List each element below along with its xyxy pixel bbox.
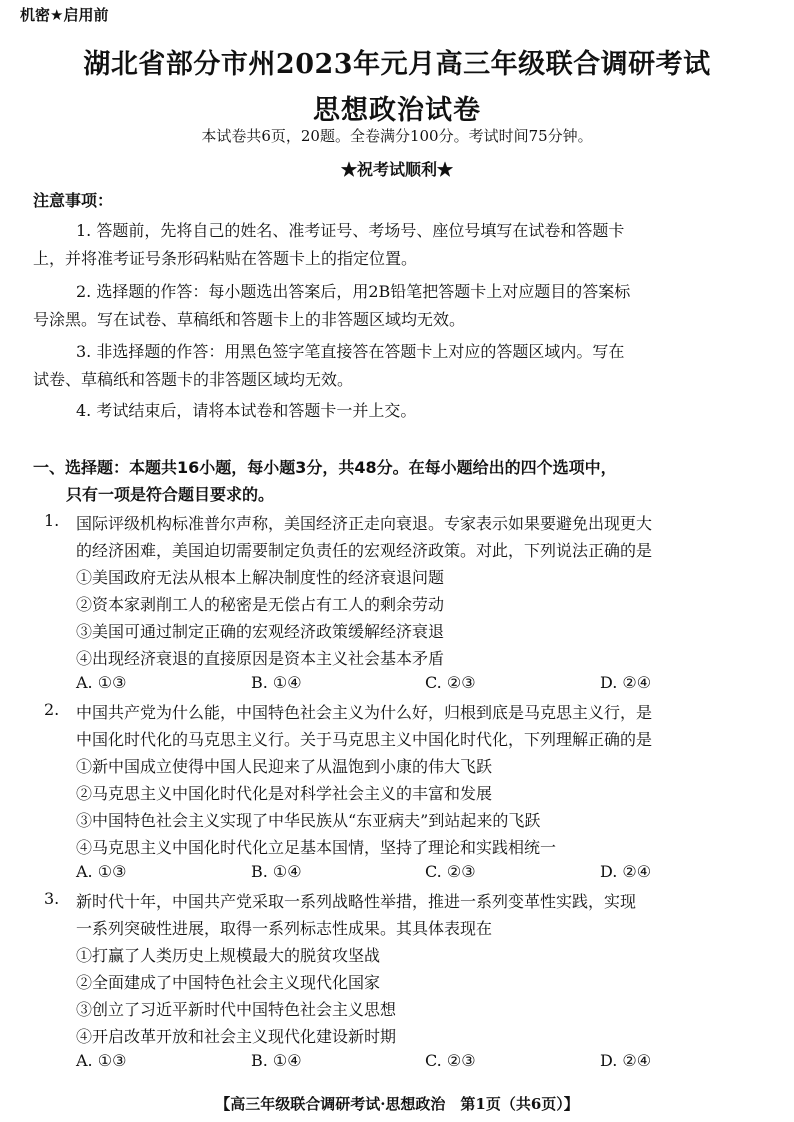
statement-item: ①新中国成立使得中国人民迎来了从温饱到小康的伟大飞跃	[76, 757, 493, 776]
answer-option-b: B. ①④	[251, 862, 302, 881]
notice-heading: 注意事项：	[33, 191, 114, 210]
answer-option-c: C. ②③	[425, 673, 476, 692]
statement-item: ②资本家剥削工人的秘密是无偿占有工人的剩余劳动	[76, 595, 445, 614]
notice-item-4-line1: 4. 考试结束后，请将本试卷和答题卡一并上交。	[76, 401, 417, 420]
statement-item: ④出现经济衰退的直接原因是资本主义社会基本矛盾	[76, 649, 445, 668]
notice-item-2-line1: 2. 选择题的作答：每小题选出答案后，用2B铅笔把答题卡上对应题目的答案标	[76, 282, 631, 301]
statement-item: ①打赢了人类历史上规模最大的脱贫攻坚战	[76, 946, 381, 965]
notice-item-2-line2: 号涂黑。写在试卷、草稿纸和答题卡上的非答题区域均无效。	[33, 310, 466, 329]
question-number: 2.	[44, 700, 60, 719]
question-number: 1.	[44, 511, 60, 530]
section-heading-line2: 只有一项是符合题目要求的。	[66, 485, 275, 504]
answer-option-d: D. ②④	[600, 862, 652, 881]
confidential-label: 机密★启用前	[20, 6, 109, 24]
question-stem-line2: 的经济困难，美国迫切需要制定负责任的宏观经济政策。对此，下列说法正确的是	[76, 541, 653, 560]
answer-option-b: B. ①④	[251, 673, 302, 692]
question-stem-line1: 国际评级机构标准普尔声称，美国经济正走向衰退。专家表示如果要避免出现更大	[76, 514, 653, 533]
answer-option-c: C. ②③	[425, 1051, 476, 1070]
notice-item-1-line2: 上，并将准考证号条形码粘贴在答题卡上的指定位置。	[33, 249, 418, 268]
question-stem-line2: 中国化时代化的马克思主义行。关于马克思主义中国化时代化，下列理解正确的是	[76, 730, 653, 749]
answer-option-a: A. ①③	[76, 1051, 127, 1070]
question-stem-line1: 中国共产党为什么能，中国特色社会主义为什么好，归根到底是马克思主义行，是	[76, 703, 653, 722]
answer-option-b: B. ①④	[251, 1051, 302, 1070]
answer-option-d: D. ②④	[600, 1051, 652, 1070]
question-stem-line2: 一系列突破性进展，取得一系列标志性成果。其具体表现在	[76, 919, 493, 938]
answer-option-c: C. ②③	[425, 862, 476, 881]
answer-option-d: D. ②④	[600, 673, 652, 692]
statement-item: ④开启改革开放和社会主义现代化建设新时期	[76, 1027, 397, 1046]
statement-item: ②马克思主义中国化时代化是对科学社会主义的丰富和发展	[76, 784, 493, 803]
statement-item: ③中国特色社会主义实现了中华民族从“东亚病夫”到站起来的飞跃	[76, 811, 541, 830]
question-stem-line1: 新时代十年，中国共产党采取一系列战略性举措，推进一系列变革性实践，实现	[76, 892, 637, 911]
statement-item: ②全面建成了中国特色社会主义现代化国家	[76, 973, 381, 992]
statement-item: ①美国政府无法从根本上解决制度性的经济衰退问题	[76, 568, 445, 587]
exam-subject-title: 思想政治试卷	[313, 95, 481, 126]
notice-item-3-line2: 试卷、草稿纸和答题卡的非答题区域均无效。	[33, 370, 354, 389]
section-heading: 一、选择题：本题共16小题，每小题3分，共48分。在每小题给出的四个选项中，	[33, 458, 617, 477]
good-luck-line: ★祝考试顺利★	[340, 160, 453, 179]
question-number: 3.	[44, 889, 60, 908]
statement-item: ③创立了习近平新时代中国特色社会主义思想	[76, 1000, 397, 1019]
answer-option-a: A. ①③	[76, 673, 127, 692]
page-footer: 【高三年级联合调研考试·思想政治 第1页（共6页）】	[215, 1095, 579, 1113]
answer-option-a: A. ①③	[76, 862, 127, 881]
statement-item: ③美国可通过制定正确的宏观经济政策缓解经济衰退	[76, 622, 445, 641]
notice-item-3-line1: 3. 非选择题的作答：用黑色签字笔直接答在答题卡上对应的答题区域内。写在	[76, 342, 625, 361]
exam-info: 本试卷共6页，20题。全卷满分100分。考试时间75分钟。	[201, 127, 593, 145]
statement-item: ④马克思主义中国化时代化立足基本国情，坚持了理论和实践相统一	[76, 838, 557, 857]
exam-title: 湖北省部分市州2023年元月高三年级联合调研考试	[83, 49, 711, 80]
notice-item-1-line1: 1. 答题前，先将自己的姓名、准考证号、考场号、座位号填写在试卷和答题卡	[76, 221, 625, 240]
